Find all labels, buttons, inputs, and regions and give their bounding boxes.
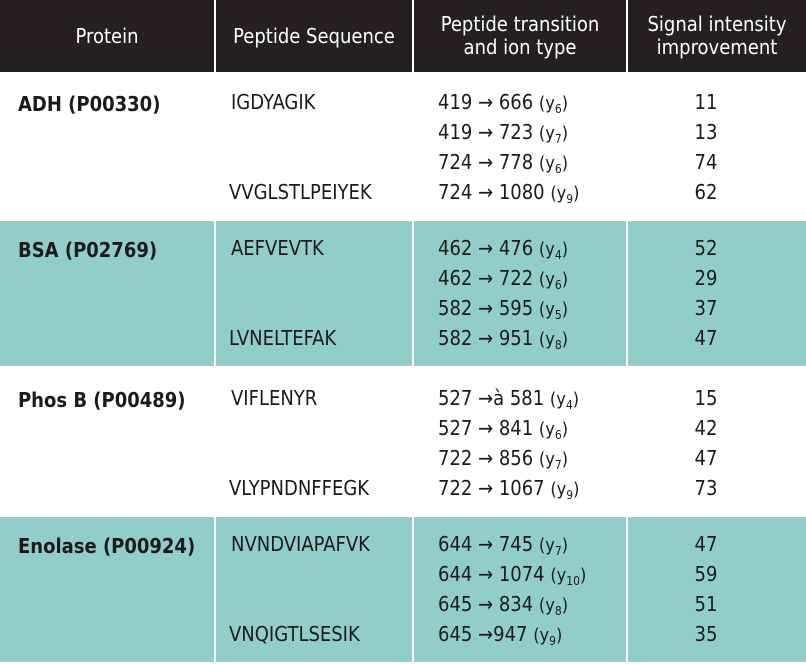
peptide-sequence: VLYPNDNFFEGK [229,476,370,500]
signal-improvement: 29 [694,266,718,290]
header-transition [414,0,626,72]
signal-improvement: 52 [694,236,718,260]
ion-subscript: 5 [554,308,562,322]
signal-improvement: 15 [694,386,718,410]
peptide-sequence: AEFVEVTK [231,236,324,260]
signal-improvement: 47 [694,446,718,470]
peptide-sequence: IGDYAGIK [231,90,316,114]
transition-cell [438,233,568,265]
ion-letter: y [539,625,550,646]
ion-type: $(y_9)$ [550,183,580,206]
transition-cell [438,293,568,325]
table-row [0,383,806,413]
ion-subscript: 9 [566,192,574,206]
protein-group [0,517,806,662]
header-sequence [216,0,412,72]
transition-value: 724 → 1080 [438,180,545,204]
signal-improvement: 47 [694,326,718,350]
ion-type: $(y_7)$ [538,535,569,558]
ion-type: $(y_6)$ [538,93,569,116]
peptide-sequence: LVNELTEFAK [229,326,337,350]
transition-cell [438,413,568,445]
peptide-sequence: VIFLENYR [231,386,318,410]
ion-subscript: 4 [565,398,573,412]
transition-value: 645 →947 [438,622,528,646]
transition-cell [438,87,568,119]
ion-letter: y [545,449,555,470]
peptide-sequence: NVNDVIAPAFVK [231,532,370,556]
protein-group [0,221,806,366]
protein-name: BSA (P02769) [18,238,158,262]
ion-subscript: 6 [554,162,562,176]
transition-value: 582 → 951 [438,326,534,350]
table-row [0,529,806,559]
protein-name: Enolase (P00924) [18,534,196,558]
ion-letter: y [556,389,566,410]
ion-letter: y [545,239,555,260]
transition-value: 419 → 666 [438,90,534,114]
ion-subscript: 10 [566,574,580,588]
transition-cell [438,147,568,179]
table-row [0,233,806,263]
signal-improvement: 59 [694,562,718,586]
transition-cell [438,263,568,295]
transition-value: 722 → 856 [438,446,534,470]
header-signal-line2: improvement [656,35,778,59]
transition-value: 462 → 722 [438,266,534,290]
transition-cell [438,529,568,561]
protein-group [0,371,806,516]
header-protein [0,0,214,72]
transition-value: 462 → 476 [438,236,534,260]
table-row [0,87,806,117]
table-row [0,413,806,443]
table-row [0,323,806,353]
protein-name: Phos B (P00489) [18,388,186,412]
transition-cell [438,177,579,209]
transition-value: 722 → 1067 [438,476,545,500]
transition-cell [438,619,562,651]
ion-letter: y [545,93,555,114]
ion-subscript: 9 [549,634,556,648]
transition-value: 527 →à 581 [438,386,545,410]
header-protein-label: Protein [75,23,139,48]
signal-improvement: 62 [694,180,718,204]
ion-type: $(y_6)$ [538,419,569,442]
ion-type: $(y_8)$ [538,329,569,352]
table-row [0,293,806,323]
transition-cell [438,473,579,505]
protein-group [0,75,806,220]
ion-type: $(y_{10})$ [550,565,587,588]
ion-letter: y [556,479,567,500]
ion-subscript: 6 [554,102,562,116]
ion-type: $(y_4)$ [538,239,569,262]
ion-type: $(y_4)$ [549,389,580,412]
ion-type: $(y_6)$ [538,153,569,176]
peptide-sequence: VNQIGTLSESIK [229,622,360,646]
signal-improvement: 13 [694,120,718,144]
signal-improvement: 73 [694,476,718,500]
ion-type: $(y_8)$ [538,595,569,618]
table-row [0,147,806,177]
ion-type: $(y_9)$ [550,479,580,502]
signal-improvement: 74 [694,150,718,174]
table-row [0,117,806,147]
ion-letter: y [545,123,555,144]
ion-subscript: 8 [554,604,562,618]
transition-cell [438,383,579,415]
peptide-sequence: VVGLSTLPEIYEK [229,180,372,204]
header-transition-line2: and ion type [463,35,577,59]
signal-improvement: 37 [694,296,718,320]
transition-cell [438,323,568,355]
table-header [0,0,806,72]
ion-letter: y [545,595,555,616]
ion-subscript: 6 [554,428,562,442]
table-row [0,263,806,293]
ion-subscript: 9 [566,488,574,502]
table-row [0,443,806,473]
signal-improvement: 47 [694,532,718,556]
table-row [0,559,806,589]
ion-letter: y [545,419,555,440]
transition-value: 724 → 778 [438,150,534,174]
ion-letter: y [556,565,567,586]
table-row [0,589,806,619]
table-row [0,619,806,649]
signal-improvement: 51 [694,592,718,616]
transition-value: 527 → 841 [438,416,534,440]
ion-letter: y [545,535,555,556]
table-row [0,473,806,503]
ion-type: $(y_7)$ [538,123,569,146]
header-signal-line1: Signal intensity [647,12,787,36]
ion-subscript: 7 [554,544,562,558]
table-row [0,177,806,207]
transition-cell [438,117,568,149]
ion-type: $(y_9)$ [533,625,563,648]
ion-subscript: 4 [554,248,562,262]
ion-type: $(y_7)$ [538,449,569,472]
transition-cell [438,559,586,591]
ion-type: $(y_6)$ [538,269,569,292]
ion-letter: y [545,329,555,350]
header-sequence-label: Peptide Sequence [233,23,395,48]
header-signal [628,0,806,72]
ion-subscript: 6 [554,278,562,292]
signal-improvement: 35 [694,622,718,646]
transition-cell [438,443,568,475]
transition-value: 582 → 595 [438,296,534,320]
signal-improvement: 42 [694,416,718,440]
ion-letter: y [545,269,555,290]
transition-value: 419 → 723 [438,120,534,144]
transition-value: 644 → 1074 [438,562,545,586]
ion-type: $(y_5)$ [538,299,569,322]
transition-value: 645 → 834 [438,592,534,616]
transition-cell [438,589,568,621]
ion-letter: y [545,153,555,174]
signal-improvement: 11 [694,90,718,114]
protein-name: ADH (P00330) [18,92,161,116]
ion-letter: y [545,299,555,320]
transition-value: 644 → 745 [438,532,534,556]
ion-subscript: 7 [554,458,562,472]
ion-subscript: 8 [554,338,562,352]
header-transition-line1: Peptide transition [440,12,600,36]
ion-letter: y [556,183,567,204]
ion-subscript: 7 [554,132,562,146]
